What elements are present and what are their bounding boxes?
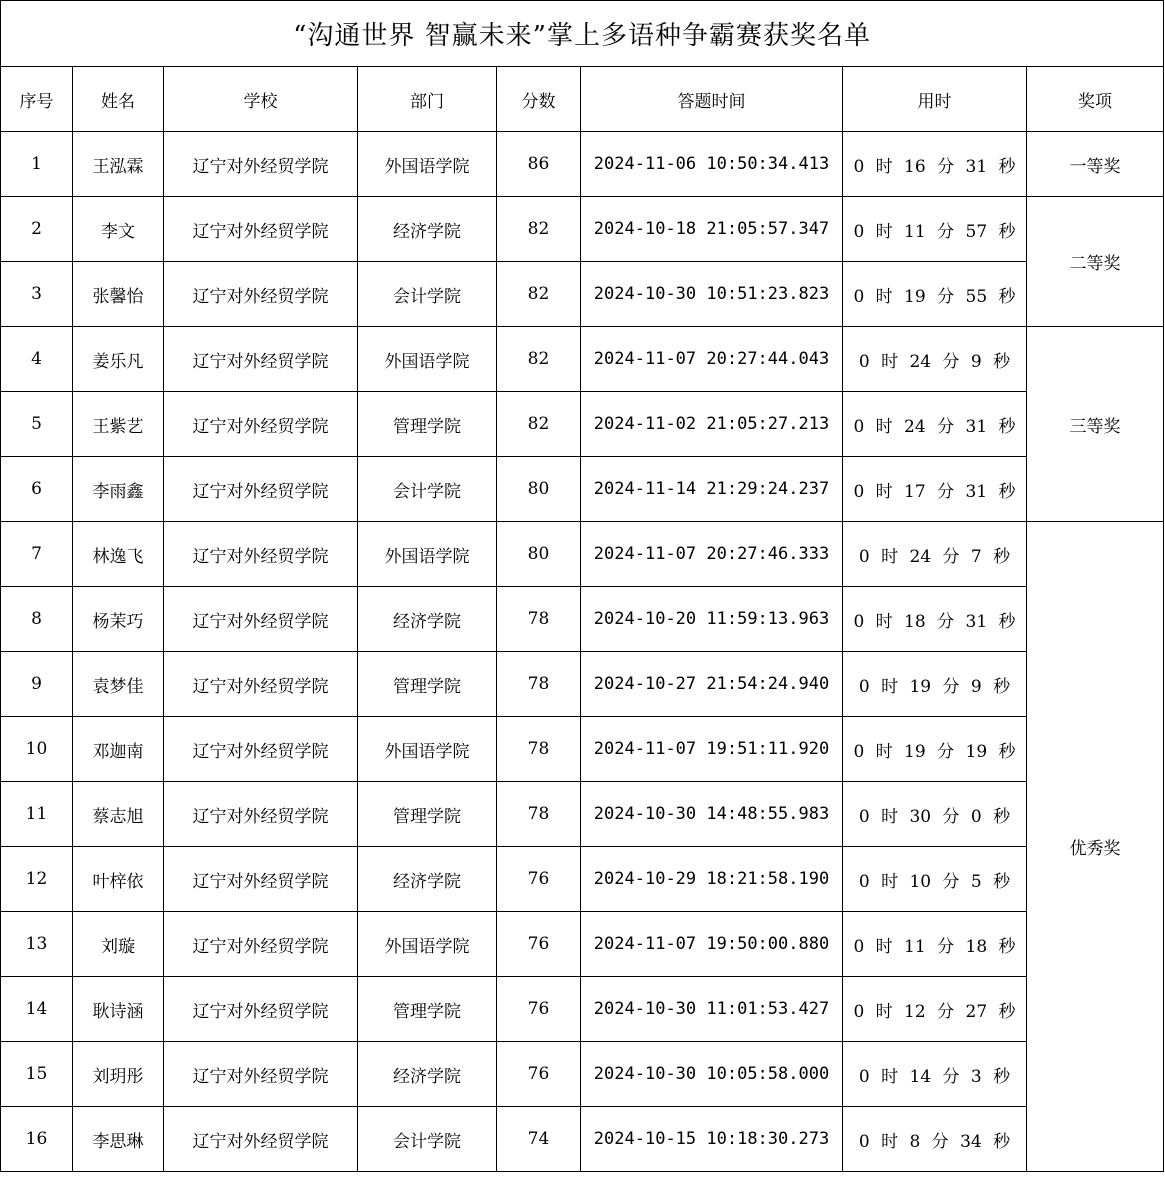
header-school: 学校 — [164, 67, 358, 132]
cell-time: 2024-10-30 14:48:55.983 — [581, 782, 843, 847]
table-row — [1, 522, 1164, 587]
cell-dept: 经济学院 — [358, 847, 497, 912]
cell-name: 叶梓依 — [73, 847, 164, 912]
cell-score: 76 — [497, 1042, 581, 1107]
cell-time: 2024-11-07 20:27:46.333 — [581, 522, 843, 587]
table-row — [1, 782, 1164, 847]
cell-duration: 0 时 17 分 31 秒 — [843, 457, 1027, 522]
cell-dept: 会计学院 — [358, 1107, 497, 1172]
cell-no: 11 — [1, 782, 73, 847]
cell-school: 辽宁对外经贸学院 — [164, 522, 358, 587]
cell-dept: 管理学院 — [358, 392, 497, 457]
cell-time: 2024-10-30 10:05:58.000 — [581, 1042, 843, 1107]
cell-name: 李文 — [73, 197, 164, 262]
table-row — [1, 717, 1164, 782]
cell-school: 辽宁对外经贸学院 — [164, 132, 358, 197]
cell-dept: 经济学院 — [358, 587, 497, 652]
cell-no: 15 — [1, 1042, 73, 1107]
cell-school: 辽宁对外经贸学院 — [164, 262, 358, 327]
cell-no: 8 — [1, 587, 73, 652]
header-dept: 部门 — [358, 67, 497, 132]
header-no: 序号 — [1, 67, 73, 132]
cell-no: 14 — [1, 977, 73, 1042]
cell-award: 二等奖 — [1027, 197, 1164, 327]
cell-score: 76 — [497, 912, 581, 977]
cell-name: 邓迦南 — [73, 717, 164, 782]
cell-score: 82 — [497, 392, 581, 457]
cell-dept: 会计学院 — [358, 262, 497, 327]
cell-duration: 0 时 11 分 57 秒 — [843, 197, 1027, 262]
cell-name: 姜乐凡 — [73, 327, 164, 392]
cell-name: 耿诗涵 — [73, 977, 164, 1042]
table-row — [1, 1107, 1164, 1172]
cell-score: 78 — [497, 652, 581, 717]
table-row — [1, 847, 1164, 912]
header-award: 奖项 — [1027, 67, 1164, 132]
title-row — [1, 1, 1164, 67]
cell-school: 辽宁对外经贸学院 — [164, 717, 358, 782]
cell-dept: 外国语学院 — [358, 132, 497, 197]
cell-score: 82 — [497, 197, 581, 262]
cell-school: 辽宁对外经贸学院 — [164, 1042, 358, 1107]
cell-school: 辽宁对外经贸学院 — [164, 912, 358, 977]
cell-name: 林逸飞 — [73, 522, 164, 587]
cell-score: 76 — [497, 977, 581, 1042]
cell-name: 张馨怡 — [73, 262, 164, 327]
table-row — [1, 1042, 1164, 1107]
cell-score: 86 — [497, 132, 581, 197]
cell-duration: 0 时 16 分 31 秒 — [843, 132, 1027, 197]
cell-time: 2024-11-02 21:05:27.213 — [581, 392, 843, 457]
cell-duration: 0 时 14 分 3 秒 — [843, 1042, 1027, 1107]
cell-duration: 0 时 18 分 31 秒 — [843, 587, 1027, 652]
cell-no: 7 — [1, 522, 73, 587]
cell-school: 辽宁对外经贸学院 — [164, 782, 358, 847]
cell-school: 辽宁对外经贸学院 — [164, 847, 358, 912]
table-row — [1, 132, 1164, 197]
header-duration: 用时 — [843, 67, 1027, 132]
cell-time: 2024-10-18 21:05:57.347 — [581, 197, 843, 262]
cell-duration: 0 时 19 分 19 秒 — [843, 717, 1027, 782]
cell-dept: 外国语学院 — [358, 912, 497, 977]
table-row — [1, 587, 1164, 652]
cell-name: 袁梦佳 — [73, 652, 164, 717]
cell-time: 2024-10-29 18:21:58.190 — [581, 847, 843, 912]
cell-no: 16 — [1, 1107, 73, 1172]
cell-score: 78 — [497, 587, 581, 652]
cell-award: 一等奖 — [1027, 132, 1164, 197]
table-row — [1, 392, 1164, 457]
cell-time: 2024-10-30 11:01:53.427 — [581, 977, 843, 1042]
table-row — [1, 262, 1164, 327]
cell-no: 9 — [1, 652, 73, 717]
cell-time: 2024-11-07 19:50:00.880 — [581, 912, 843, 977]
cell-dept: 经济学院 — [358, 1042, 497, 1107]
header-time: 答题时间 — [581, 67, 843, 132]
cell-no: 10 — [1, 717, 73, 782]
cell-duration: 0 时 30 分 0 秒 — [843, 782, 1027, 847]
cell-duration: 0 时 12 分 27 秒 — [843, 977, 1027, 1042]
cell-score: 80 — [497, 522, 581, 587]
cell-school: 辽宁对外经贸学院 — [164, 1107, 358, 1172]
cell-school: 辽宁对外经贸学院 — [164, 197, 358, 262]
cell-no: 4 — [1, 327, 73, 392]
table-row — [1, 912, 1164, 977]
cell-name: 蔡志旭 — [73, 782, 164, 847]
cell-duration: 0 时 24 分 31 秒 — [843, 392, 1027, 457]
cell-no: 3 — [1, 262, 73, 327]
cell-no: 13 — [1, 912, 73, 977]
cell-no: 12 — [1, 847, 73, 912]
cell-dept: 经济学院 — [358, 197, 497, 262]
cell-name: 刘璇 — [73, 912, 164, 977]
cell-name: 李思琳 — [73, 1107, 164, 1172]
cell-score: 76 — [497, 847, 581, 912]
table-row — [1, 327, 1164, 392]
cell-time: 2024-10-30 10:51:23.823 — [581, 262, 843, 327]
cell-school: 辽宁对外经贸学院 — [164, 587, 358, 652]
cell-duration: 0 时 8 分 34 秒 — [843, 1107, 1027, 1172]
cell-school: 辽宁对外经贸学院 — [164, 977, 358, 1042]
cell-name: 李雨鑫 — [73, 457, 164, 522]
cell-score: 78 — [497, 782, 581, 847]
cell-score: 80 — [497, 457, 581, 522]
cell-score: 78 — [497, 717, 581, 782]
cell-score: 74 — [497, 1107, 581, 1172]
cell-time: 2024-10-15 10:18:30.273 — [581, 1107, 843, 1172]
cell-dept: 管理学院 — [358, 782, 497, 847]
cell-score: 82 — [497, 262, 581, 327]
cell-time: 2024-11-07 20:27:44.043 — [581, 327, 843, 392]
cell-time: 2024-11-14 21:29:24.237 — [581, 457, 843, 522]
cell-no: 1 — [1, 132, 73, 197]
cell-school: 辽宁对外经贸学院 — [164, 392, 358, 457]
cell-time: 2024-11-07 19:51:11.920 — [581, 717, 843, 782]
cell-no: 5 — [1, 392, 73, 457]
header-score: 分数 — [497, 67, 581, 132]
cell-dept: 管理学院 — [358, 977, 497, 1042]
cell-dept: 会计学院 — [358, 457, 497, 522]
cell-dept: 管理学院 — [358, 652, 497, 717]
cell-duration: 0 时 10 分 5 秒 — [843, 847, 1027, 912]
cell-name: 刘玥彤 — [73, 1042, 164, 1107]
header-name: 姓名 — [73, 67, 164, 132]
cell-award: 三等奖 — [1027, 327, 1164, 522]
cell-name: 王泓霖 — [73, 132, 164, 197]
cell-no: 2 — [1, 197, 73, 262]
header-row — [1, 67, 1164, 132]
cell-dept: 外国语学院 — [358, 717, 497, 782]
page-title: “沟通世界 智赢未来”掌上多语种争霸赛获奖名单 — [1, 1, 1164, 67]
cell-duration: 0 时 19 分 9 秒 — [843, 652, 1027, 717]
cell-school: 辽宁对外经贸学院 — [164, 652, 358, 717]
cell-time: 2024-10-27 21:54:24.940 — [581, 652, 843, 717]
cell-no: 6 — [1, 457, 73, 522]
cell-duration: 0 时 24 分 9 秒 — [843, 327, 1027, 392]
cell-dept: 外国语学院 — [358, 327, 497, 392]
table-row — [1, 197, 1164, 262]
cell-time: 2024-10-20 11:59:13.963 — [581, 587, 843, 652]
cell-school: 辽宁对外经贸学院 — [164, 457, 358, 522]
cell-duration: 0 时 24 分 7 秒 — [843, 522, 1027, 587]
cell-score: 82 — [497, 327, 581, 392]
cell-name: 王紫艺 — [73, 392, 164, 457]
cell-school: 辽宁对外经贸学院 — [164, 327, 358, 392]
cell-award: 优秀奖 — [1027, 522, 1164, 1172]
cell-time: 2024-11-06 10:50:34.413 — [581, 132, 843, 197]
cell-name: 杨茉巧 — [73, 587, 164, 652]
cell-dept: 外国语学院 — [358, 522, 497, 587]
cell-duration: 0 时 11 分 18 秒 — [843, 912, 1027, 977]
table-row — [1, 977, 1164, 1042]
table-row — [1, 652, 1164, 717]
cell-duration: 0 时 19 分 55 秒 — [843, 262, 1027, 327]
table-row — [1, 457, 1164, 522]
